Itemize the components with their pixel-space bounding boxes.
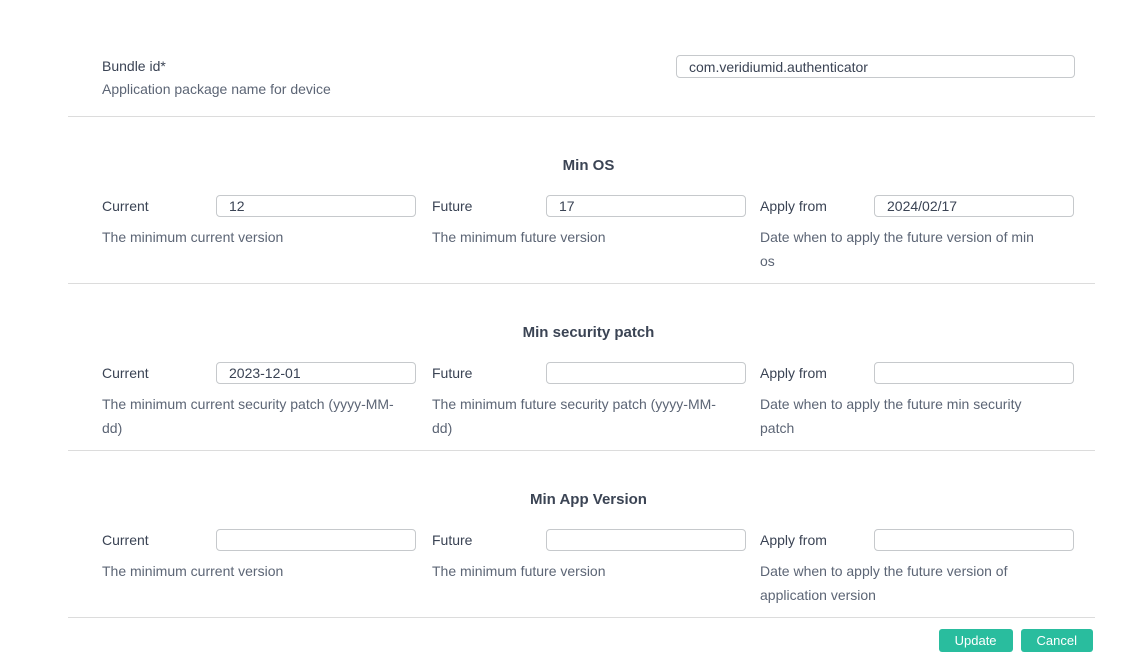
min-app-version-future-field — [432, 529, 760, 607]
min-security-patch-apply-from-field — [760, 362, 1075, 440]
min-os-apply-from-input[interactable] — [874, 195, 1074, 217]
bundle-id-text-block — [102, 55, 331, 100]
min-os-fields — [102, 195, 1075, 273]
min-security-patch-future-field — [432, 362, 760, 440]
min-os-future-help: The minimum future version — [432, 229, 606, 245]
divider — [68, 116, 1095, 117]
min-app-version-fields — [102, 529, 1075, 607]
settings-form — [68, 0, 1095, 652]
section-min-app-version — [68, 489, 1095, 617]
min-app-version-current-label: Current — [102, 532, 149, 548]
section-min-security-patch — [68, 322, 1095, 450]
min-os-current-label: Current — [102, 198, 149, 214]
bundle-id-label: Bundle id* — [102, 58, 166, 74]
min-app-version-current-help: The minimum current version — [102, 563, 284, 579]
min-security-patch-apply-from-input[interactable] — [874, 362, 1074, 384]
min-os-current-help: The minimum current version — [102, 229, 284, 245]
bundle-id-row — [68, 0, 1095, 116]
min-app-version-future-help: The minimum future version — [432, 563, 606, 579]
min-app-version-future-label: Future — [432, 532, 473, 548]
bundle-id-input-wrap — [676, 55, 1075, 78]
min-os-apply-from-label: Apply from — [760, 198, 827, 214]
min-security-patch-future-input[interactable] — [546, 362, 746, 384]
min-app-version-apply-from-label: Apply from — [760, 532, 827, 548]
section-title-min-app-version: Min App Version — [530, 491, 647, 508]
min-app-version-current-field — [102, 529, 432, 607]
min-os-future-input[interactable] — [546, 195, 746, 217]
min-app-version-apply-from-input[interactable] — [874, 529, 1074, 551]
min-os-future-label: Future — [432, 198, 473, 214]
min-security-patch-future-help: The minimum future security patch (yyyy-MM-dd) — [432, 396, 716, 436]
update-button[interactable]: Update — [939, 629, 1013, 652]
min-app-version-future-input[interactable] — [546, 529, 746, 551]
min-security-patch-apply-from-help: Date when to apply the future min security patch — [760, 396, 1022, 436]
form-actions — [68, 618, 1095, 652]
min-security-patch-current-field — [102, 362, 432, 440]
min-os-current-input[interactable] — [216, 195, 416, 217]
divider — [68, 450, 1095, 451]
min-app-version-apply-from-field — [760, 529, 1075, 607]
min-security-patch-fields — [102, 362, 1075, 440]
section-title-min-os: Min OS — [562, 157, 615, 174]
section-title-min-security-patch: Min security patch — [522, 324, 655, 341]
min-app-version-current-input[interactable] — [216, 529, 416, 551]
min-os-apply-from-field — [760, 195, 1075, 273]
min-os-current-field — [102, 195, 432, 273]
min-security-patch-current-help: The minimum current security patch (yyyy-MM-dd) — [102, 396, 394, 436]
min-security-patch-apply-from-label: Apply from — [760, 365, 827, 381]
min-os-future-field — [432, 195, 760, 273]
divider — [68, 283, 1095, 284]
min-os-apply-from-help: Date when to apply the future version of min os — [760, 229, 1034, 269]
min-security-patch-current-label: Current — [102, 365, 149, 381]
bundle-id-input[interactable] — [676, 55, 1075, 78]
min-security-patch-future-label: Future — [432, 365, 473, 381]
bundle-id-help: Application package name for device — [102, 81, 331, 97]
min-security-patch-current-input[interactable] — [216, 362, 416, 384]
min-app-version-apply-from-help: Date when to apply the future version of application version — [760, 563, 1008, 603]
section-min-os — [68, 155, 1095, 283]
cancel-button[interactable]: Cancel — [1021, 629, 1093, 652]
